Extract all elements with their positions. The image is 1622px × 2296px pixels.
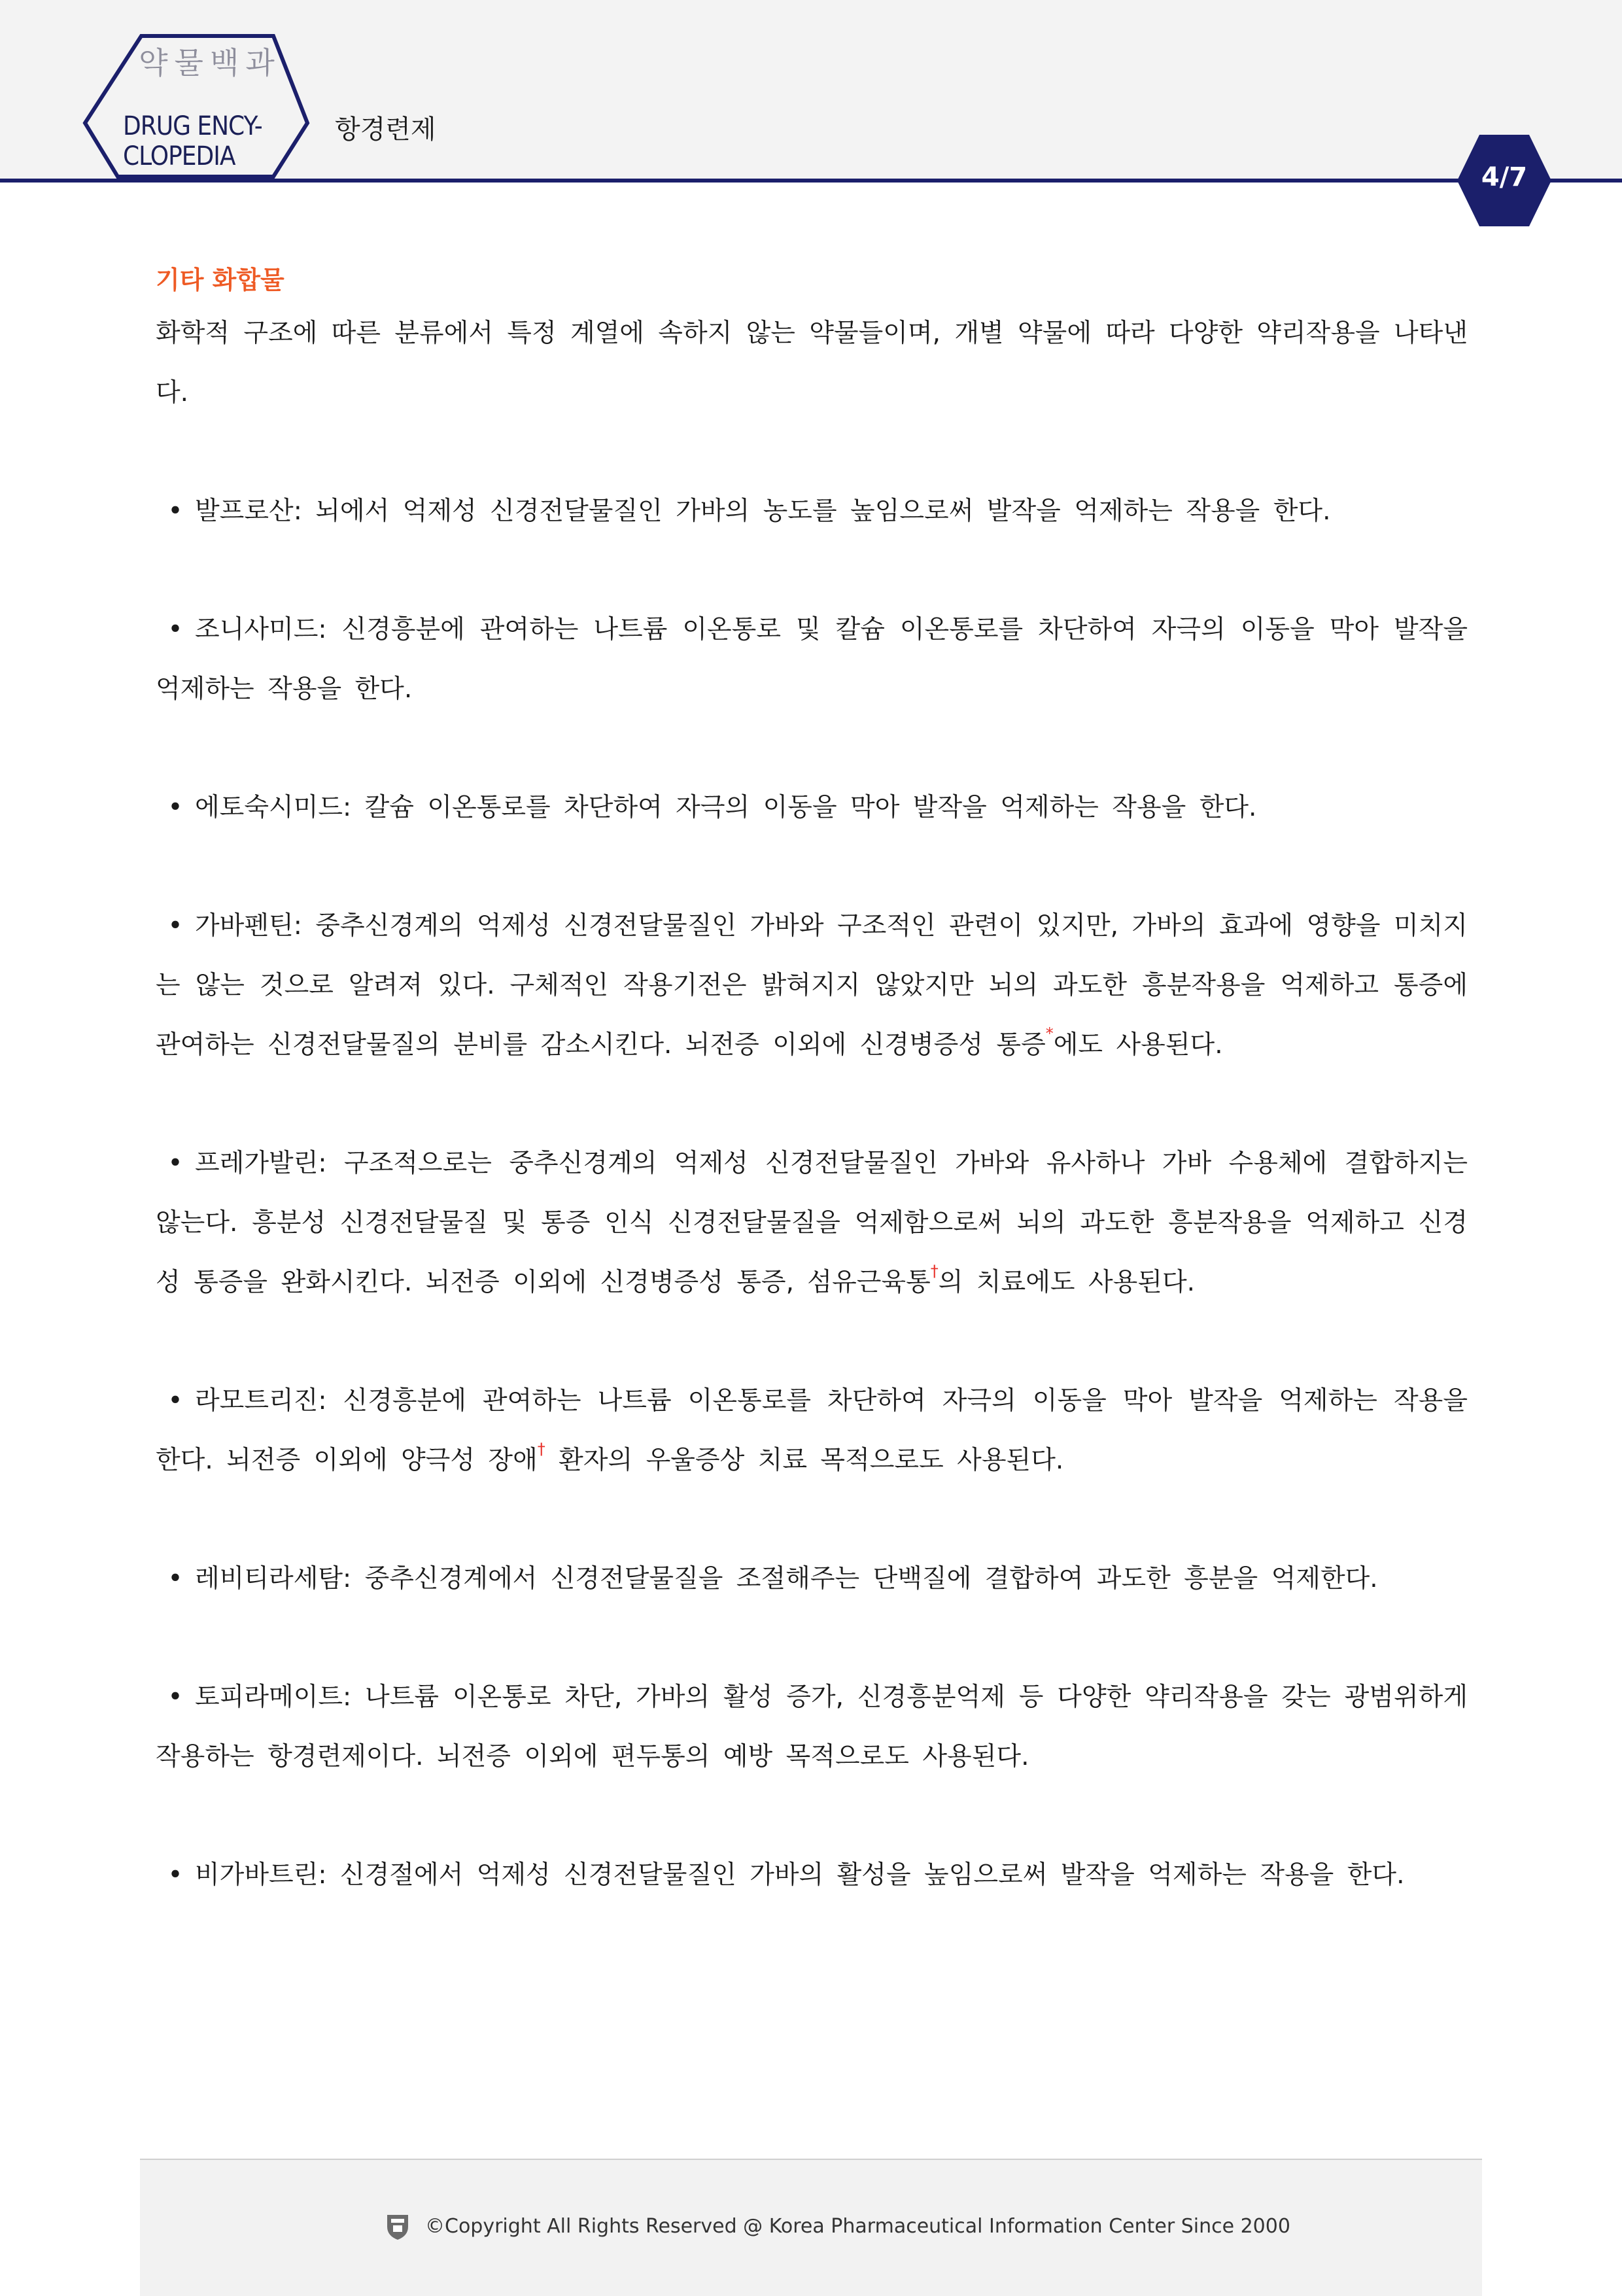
drug-list-item xyxy=(156,778,1468,837)
drug-description: 레비티라세탐: 중추신경계에서 신경전달물질을 조절해주는 단백질에 결합하여 과도한 흥분을 억제한다. xyxy=(195,1564,1378,1593)
bullet-marker: • xyxy=(167,911,183,941)
drug-description: 라모트리진: 신경흥분에 관여하는 나트륨 이온통로를 차단하여 자극의 이동을 막아 발작을 억제하는 작용을 한다. 뇌전증 이외에 양극성 장애 xyxy=(156,1386,1468,1475)
drug-description-continued: 환자의 우울증상 치료 목적으로도 사용된다. xyxy=(545,1446,1064,1475)
footnote-mark: * xyxy=(1045,1024,1054,1043)
drug-description: 발프로산: 뇌에서 억제성 신경전달물질인 가바의 농도를 높임으로써 발작을 억제하는 작용을 한다. xyxy=(195,496,1331,526)
bullet-marker: • xyxy=(167,793,183,822)
drug-list-item xyxy=(156,896,1468,1075)
logo-english-line-1: DRUG ENCY- xyxy=(123,111,262,141)
logo-english-line-2: CLOPEDIA xyxy=(123,141,235,171)
drug-description-continued: 의 치료에도 사용된다. xyxy=(938,1268,1196,1297)
logo-english-text xyxy=(123,111,293,171)
page-indicator: 4/7 xyxy=(1481,162,1528,192)
drug-description: 비가바트린: 신경절에서 억제성 신경전달물질인 가바의 활성을 높임으로써 발작을 억제하는 작용을 한다. xyxy=(195,1860,1405,1890)
footnote-mark: † xyxy=(537,1440,545,1458)
bullet-marker: • xyxy=(167,496,183,526)
drug-list-item xyxy=(156,600,1468,719)
drug-description: 프레가발린: 구조적으로는 중추신경계의 억제성 신경전달물질인 가바와 유사하나 가바 수용체에 결합하지는 않는다. 흥분성 신경전달물질 및 통증 인식 신경전달물질을 억제함으로써 뇌의 과도한 흥분작용을 억제하고 신경성 통증을 완화시킨다. 뇌전증 이외에 신경병증성 통증, 섬유근육통 xyxy=(156,1149,1468,1297)
drug-description: 가바펜틴: 중추신경계의 억제성 신경전달물질인 가바와 구조적인 관련이 있지만, 가바의 효과에 영향을 미치지는 않는 것으로 알려져 있다. 구체적인 작용기전은 밝혀지지 않았지만 뇌의 과도한 흥분작용을 억제하고 통증에 관여하는 신경전달물질의 분비를 감소시킨다. 뇌전증 이외에 신경병증성 통증 xyxy=(156,911,1468,1060)
drug-list-item xyxy=(156,1845,1468,1905)
drug-list-item xyxy=(156,1549,1468,1609)
shield-logo-icon xyxy=(385,2212,411,2241)
drug-description: 조니사미드: 신경흥분에 관여하는 나트륨 이온통로 및 칼슘 이온통로를 차단하여 자극의 이동을 막아 발작을 억제하는 작용을 한다. xyxy=(156,615,1468,704)
drug-list-item xyxy=(156,1134,1468,1312)
bullet-marker: • xyxy=(167,1860,183,1890)
intro-paragraph: 화학적 구조에 따른 분류에서 특정 계열에 속하지 않는 약물들이며, 개별 약물에 따라 다양한 약리작용을 나타낸다. xyxy=(156,319,1468,408)
drug-list-item xyxy=(156,1667,1468,1786)
drug-list-item xyxy=(156,1371,1468,1490)
bullet-marker: • xyxy=(167,1149,183,1178)
drug-description-continued: 에도 사용된다. xyxy=(1053,1030,1223,1060)
bullet-marker: • xyxy=(167,615,183,644)
bullet-marker: • xyxy=(167,1682,183,1712)
bullet-marker: • xyxy=(167,1564,183,1593)
drug-description: 에토숙시미드: 칼슘 이온통로를 차단하여 자극의 이동을 막아 발작을 억제하는 작용을 한다. xyxy=(195,793,1257,822)
logo-korean-text: 약물백과 xyxy=(139,45,281,80)
drug-list xyxy=(156,481,1468,1905)
document-title: 항경련제 xyxy=(335,114,436,145)
bullet-marker: • xyxy=(167,1386,183,1416)
copyright-text: ©Copyright All Rights Reserved @ Korea Pharmaceutical Information Center Since 2000 xyxy=(425,2215,1290,2238)
drug-description: 토피라메이트: 나트륨 이온통로 차단, 가바의 활성 증가, 신경흥분억제 등 다양한 약리작용을 갖는 광범위하게 작용하는 항경련제이다. 뇌전증 이외에 편두통의 예방 목적으로도 사용된다. xyxy=(156,1682,1468,1771)
section-title: 기타 화합물 xyxy=(156,266,285,294)
drug-list-item xyxy=(156,481,1468,541)
footnote-mark: † xyxy=(930,1262,939,1280)
main-content xyxy=(156,260,1468,1905)
